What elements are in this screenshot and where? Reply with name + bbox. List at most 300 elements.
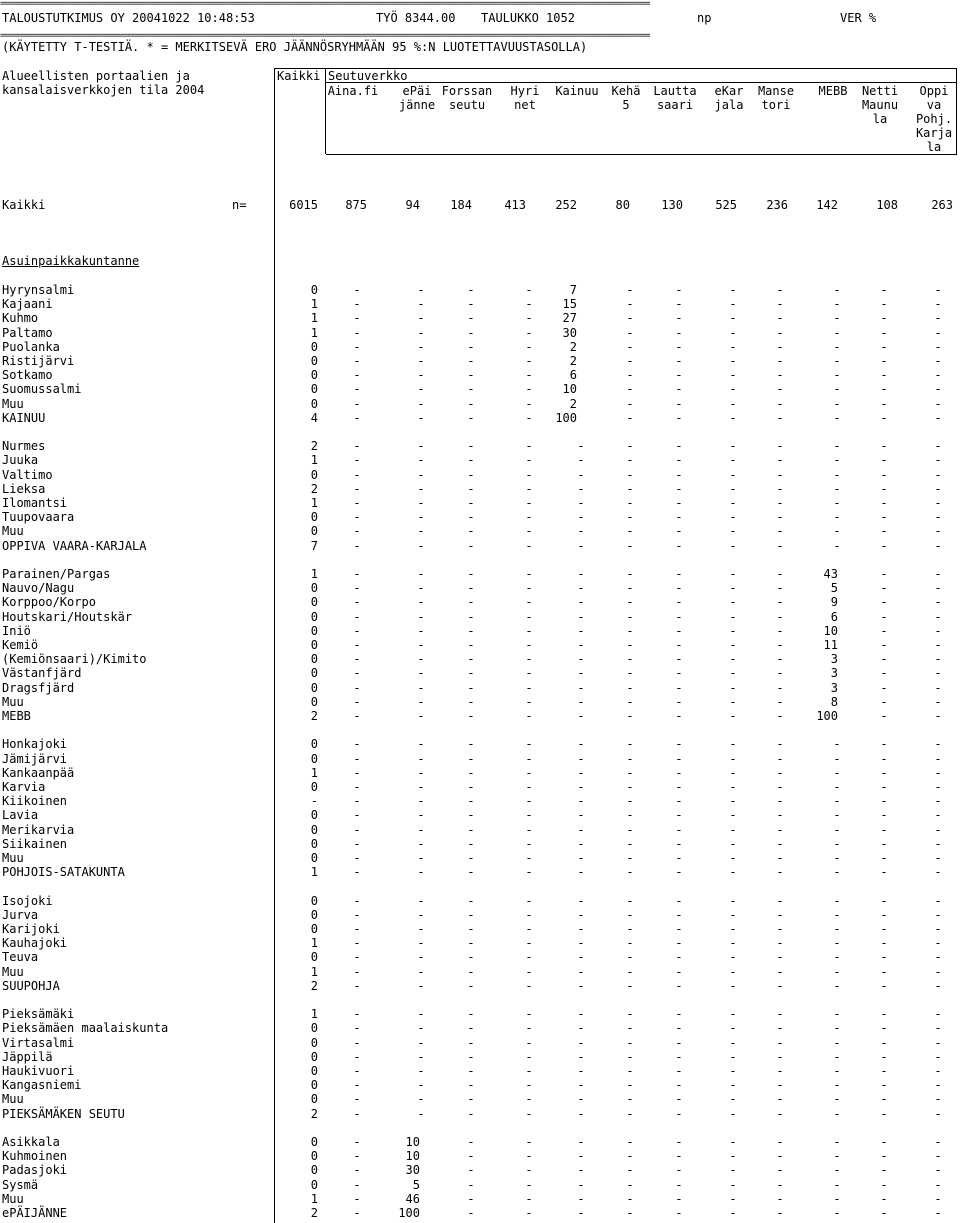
row-cell: - [675, 851, 683, 865]
row-cell: - [417, 978, 425, 993]
row-label: Kuhmoinen [2, 1149, 68, 1164]
row-cell: 6 [830, 609, 838, 624]
row-cell: - [577, 765, 585, 780]
row-cell: - [675, 1206, 683, 1220]
rule-top: =================================================================================================================================================== [0, 1, 650, 7]
row-cell: - [776, 694, 784, 709]
row-label: Sotkamo [2, 368, 53, 383]
row-cell: - [675, 1149, 683, 1164]
row-cell: - [776, 780, 784, 794]
row-cell: - [417, 836, 425, 851]
row-label: Muu [2, 396, 24, 411]
row-cell: - [417, 339, 425, 354]
row-label: Muu [2, 1092, 24, 1107]
row-label: Suomussalmi [2, 382, 82, 397]
row-cell: - [467, 368, 475, 383]
row-cell: - [934, 836, 942, 851]
row-cell: - [880, 283, 888, 297]
row-cell: - [417, 1106, 425, 1121]
row-cell: - [934, 638, 942, 652]
row-cell: - [467, 680, 475, 695]
row-cell: - [353, 1007, 361, 1022]
row-cell: - [353, 1177, 361, 1192]
row-cell: - [353, 964, 361, 979]
row-cell: - [934, 1035, 942, 1050]
row-cell: - [934, 765, 942, 780]
column-header-5: Kehä [611, 84, 641, 98]
row-cell: - [525, 297, 533, 312]
row-cell: - [880, 311, 888, 326]
row-cell: 10 [405, 1149, 420, 1164]
row-cell: - [525, 794, 533, 809]
row-cell: - [675, 794, 683, 809]
row-cell: - [776, 368, 784, 383]
row-cell: - [880, 1135, 888, 1149]
row-label: Muu [2, 851, 24, 865]
row-cell: - [417, 865, 425, 880]
row-cell: - [353, 1064, 361, 1078]
row-cell: - [525, 1035, 533, 1050]
row-cell: - [467, 1206, 475, 1220]
row-cell: - [776, 765, 784, 780]
row-cell: - [675, 822, 683, 837]
row-cell: - [833, 467, 841, 482]
row-cell: - [729, 368, 737, 383]
row-cell: - [626, 496, 634, 510]
row-cell: - [417, 467, 425, 482]
row-cell: - [525, 737, 533, 752]
row-cell: - [729, 666, 737, 681]
total-row-label: Kaikki [2, 198, 46, 212]
row-cell: - [776, 1106, 784, 1121]
total-cell: 525 [715, 198, 737, 212]
row-cell: - [626, 1007, 634, 1022]
row-cell: - [934, 652, 942, 667]
row-cell: - [467, 1163, 475, 1178]
row-cell: - [880, 524, 888, 539]
row-cell: - [353, 851, 361, 865]
row-cell: - [525, 1206, 533, 1220]
row-cell: - [353, 410, 361, 425]
row-cell: 9 [830, 595, 838, 610]
row-cell: - [417, 893, 425, 908]
row-cell: - [880, 382, 888, 397]
table-title-line: Alueellisten portaalien ja [2, 69, 190, 83]
row-cell: - [776, 623, 784, 638]
row-cell: - [577, 1206, 585, 1220]
row-cell: - [353, 297, 361, 312]
row-cell: - [934, 822, 942, 837]
row-cell: - [729, 297, 737, 312]
row-cell: - [934, 623, 942, 638]
row-cell: - [577, 1021, 585, 1036]
row-cell: - [353, 1135, 361, 1149]
row-cell: - [729, 567, 737, 581]
row-label: Kemiö [2, 638, 39, 652]
row-cell: - [467, 1191, 475, 1206]
row-cell: - [525, 808, 533, 823]
row-cell: - [833, 1078, 841, 1093]
row-cell: - [417, 694, 425, 709]
rule-mid: =================================================================================================================================================== [0, 33, 650, 39]
row-cell: - [776, 510, 784, 525]
row-cell: - [833, 893, 841, 908]
row-cell: - [353, 382, 361, 397]
row-cell: - [729, 311, 737, 326]
row-cell: - [934, 1206, 942, 1220]
row-kaikki: 0 [310, 950, 318, 965]
row-cell: - [776, 666, 784, 681]
row-cell: - [525, 907, 533, 922]
row-label: POHJOIS-SATAKUNTA [2, 865, 125, 880]
row-label: Teuva [2, 950, 39, 965]
row-cell: - [626, 794, 634, 809]
row-cell: - [353, 325, 361, 340]
row-cell: - [417, 822, 425, 837]
row-cell: - [353, 467, 361, 482]
row-kaikki: 0 [310, 694, 318, 709]
row-kaikki: 1 [310, 297, 318, 312]
row-cell: - [467, 666, 475, 681]
row-kaikki: 0 [310, 609, 318, 624]
row-label: Karvia [2, 780, 46, 794]
row-cell: - [626, 524, 634, 539]
row-cell: - [626, 851, 634, 865]
row-cell: - [833, 325, 841, 340]
row-cell: - [577, 694, 585, 709]
row-cell: - [833, 1149, 841, 1164]
row-cell: - [934, 950, 942, 965]
row-cell: - [675, 1135, 683, 1149]
row-cell: - [880, 1206, 888, 1220]
row-cell: - [880, 765, 888, 780]
row-cell: - [525, 638, 533, 652]
row-cell: - [525, 325, 533, 340]
row-cell: - [729, 1007, 737, 1022]
column-header-6: saari [656, 98, 694, 112]
row-kaikki: 0 [310, 1078, 318, 1093]
row-cell: - [880, 609, 888, 624]
row-cell: - [729, 1191, 737, 1206]
row-cell: - [467, 922, 475, 936]
row-cell: - [467, 496, 475, 510]
row-cell: - [729, 1092, 737, 1107]
row-kaikki: 0 [310, 396, 318, 411]
row-cell: - [353, 666, 361, 681]
row-cell: - [467, 1064, 475, 1078]
row-cell: - [729, 623, 737, 638]
row-cell: - [577, 865, 585, 880]
row-cell: - [467, 297, 475, 312]
row-kaikki: 1 [310, 936, 318, 951]
row-label: Valtimo [2, 467, 53, 482]
row-cell: - [880, 780, 888, 794]
row-cell: - [729, 709, 737, 723]
row-cell: - [729, 822, 737, 837]
row-cell: - [776, 1092, 784, 1107]
row-cell: - [353, 652, 361, 667]
row-cell: - [729, 737, 737, 752]
row-cell: - [626, 1135, 634, 1149]
row-cell: - [675, 666, 683, 681]
row-cell: - [467, 1149, 475, 1164]
row-cell: - [467, 936, 475, 951]
row-label: Pieksämäki [2, 1007, 75, 1022]
column-header-1: ePäi [402, 84, 432, 98]
row-cell: - [525, 1135, 533, 1149]
row-cell: - [833, 283, 841, 297]
row-cell: - [729, 339, 737, 354]
row-label: Lavia [2, 808, 39, 823]
row-cell: - [525, 936, 533, 951]
row-cell: - [417, 368, 425, 383]
row-cell: - [880, 893, 888, 908]
row-cell: - [626, 1206, 634, 1220]
row-label: SUUPOHJA [2, 978, 60, 993]
row-cell: - [353, 737, 361, 752]
row-cell: - [577, 595, 585, 610]
row-cell: - [626, 680, 634, 695]
row-cell: - [729, 354, 737, 368]
row-cell: - [776, 581, 784, 596]
row-cell: - [353, 893, 361, 908]
row-cell: - [626, 623, 634, 638]
row-cell: - [417, 382, 425, 397]
row-kaikki: 2 [310, 1106, 318, 1121]
row-cell: - [525, 694, 533, 709]
row-cell: - [880, 1064, 888, 1078]
row-cell: - [417, 751, 425, 766]
column-header-11: Pohj. [915, 112, 953, 126]
row-cell: - [776, 453, 784, 468]
row-cell: - [833, 510, 841, 525]
row-cell: - [525, 524, 533, 539]
row-cell: 100 [398, 1206, 420, 1220]
row-kaikki: 0 [310, 652, 318, 667]
row-cell: - [675, 354, 683, 368]
row-cell: - [934, 283, 942, 297]
row-cell: - [934, 780, 942, 794]
row-cell: - [577, 1149, 585, 1164]
column-header-11: va [926, 98, 942, 112]
row-cell: - [626, 1177, 634, 1192]
row-cell: - [577, 538, 585, 553]
row-cell: - [626, 1035, 634, 1050]
seutu-rule [326, 82, 957, 83]
row-cell: - [525, 283, 533, 297]
row-cell: - [675, 709, 683, 723]
row-cell: 10 [823, 623, 838, 638]
row-cell: - [525, 396, 533, 411]
row-cell: - [577, 1163, 585, 1178]
row-cell: - [417, 1092, 425, 1107]
test-note: (KÄYTETTY T-TESTIÄ. * = MERKITSEVÄ ERO JÄÄNNÖSRYHMÄÄN 95 %:N LUOTETTAVUUSTASOLLA) [2, 40, 588, 54]
row-cell: - [467, 822, 475, 837]
row-cell: - [467, 311, 475, 326]
row-cell: - [626, 467, 634, 482]
row-cell: - [577, 950, 585, 965]
row-cell: - [934, 1049, 942, 1064]
row-cell: - [626, 978, 634, 993]
row-cell: 2 [569, 396, 577, 411]
row-kaikki: 1 [310, 1191, 318, 1206]
row-cell: - [934, 339, 942, 354]
row-cell: - [934, 1149, 942, 1164]
row-cell: - [675, 396, 683, 411]
row-cell: - [934, 978, 942, 993]
row-cell: - [577, 496, 585, 510]
row-cell: - [776, 609, 784, 624]
row-label: Juuka [2, 453, 39, 468]
row-cell: - [880, 638, 888, 652]
row-cell: - [934, 453, 942, 468]
row-cell: - [467, 794, 475, 809]
row-cell: - [467, 325, 475, 340]
row-cell: - [729, 1078, 737, 1093]
row-cell: - [934, 496, 942, 510]
row-cell: - [729, 1206, 737, 1220]
row-label: Jäppilä [2, 1049, 53, 1064]
column-header-3: Hyri [510, 84, 540, 98]
row-cell: - [626, 1191, 634, 1206]
row-cell: - [417, 311, 425, 326]
row-cell: - [934, 1092, 942, 1107]
row-cell: - [626, 652, 634, 667]
row-cell: - [880, 623, 888, 638]
row-cell: - [833, 1135, 841, 1149]
row-cell: - [525, 481, 533, 496]
column-header-10: Netti [861, 84, 899, 98]
row-cell: - [525, 922, 533, 936]
row-label: Isojoki [2, 893, 53, 908]
row-label: Lieksa [2, 481, 46, 496]
row-kaikki: 0 [310, 666, 318, 681]
row-kaikki: 0 [310, 1049, 318, 1064]
row-cell: - [880, 368, 888, 383]
row-kaikki: 0 [310, 737, 318, 752]
row-cell: - [417, 765, 425, 780]
row-cell: - [833, 808, 841, 823]
row-cell: - [353, 822, 361, 837]
row-cell: - [776, 950, 784, 965]
row-cell: - [880, 510, 888, 525]
row-cell: - [467, 510, 475, 525]
row-cell: - [353, 1149, 361, 1164]
row-cell: - [934, 851, 942, 865]
row-cell: - [776, 354, 784, 368]
row-cell: - [467, 538, 475, 553]
row-cell: - [934, 567, 942, 581]
row-kaikki: 0 [310, 751, 318, 766]
row-kaikki: 0 [310, 1135, 318, 1149]
row-cell: - [525, 765, 533, 780]
row-cell: - [880, 1149, 888, 1164]
row-cell: - [525, 496, 533, 510]
row-cell: - [833, 922, 841, 936]
row-kaikki: 2 [310, 481, 318, 496]
row-cell: - [467, 396, 475, 411]
row-cell: - [776, 481, 784, 496]
row-label: Merikarvia [2, 822, 75, 837]
row-label: Muu [2, 694, 24, 709]
row-cell: - [880, 325, 888, 340]
row-cell: - [880, 1191, 888, 1206]
row-cell: - [467, 652, 475, 667]
row-cell: - [729, 751, 737, 766]
row-cell: - [577, 680, 585, 695]
row-cell: - [880, 1106, 888, 1121]
row-cell: - [880, 1035, 888, 1050]
column-header-8: Manse [757, 84, 795, 98]
row-cell: - [934, 936, 942, 951]
row-label: ePÄIJÄNNE [2, 1206, 68, 1220]
row-cell: - [776, 709, 784, 723]
row-cell: - [626, 481, 634, 496]
total-kaikki: 6015 [289, 198, 318, 212]
row-cell: - [729, 510, 737, 525]
row-cell: - [729, 1035, 737, 1050]
row-cell: - [934, 439, 942, 454]
row-cell: - [577, 439, 585, 454]
row-kaikki: 2 [310, 439, 318, 454]
row-cell: - [880, 978, 888, 993]
row-label: PIEKSÄMÄKEN SEUTU [2, 1106, 125, 1121]
row-cell: - [626, 410, 634, 425]
row-cell: - [417, 666, 425, 681]
row-cell: - [880, 1163, 888, 1178]
row-cell: 2 [569, 354, 577, 368]
row-cell: - [353, 907, 361, 922]
row-cell: - [525, 1007, 533, 1022]
row-cell: - [833, 382, 841, 397]
row-cell: - [467, 581, 475, 596]
row-cell: - [776, 439, 784, 454]
row-cell: - [934, 1135, 942, 1149]
row-cell: - [626, 609, 634, 624]
row-cell: - [776, 893, 784, 908]
row-cell: - [729, 396, 737, 411]
row-cell: - [729, 453, 737, 468]
row-cell: - [934, 538, 942, 553]
row-label: Padasjoki [2, 1163, 68, 1178]
row-cell: - [880, 410, 888, 425]
row-cell: - [353, 680, 361, 695]
row-cell: - [417, 325, 425, 340]
row-cell: - [776, 1007, 784, 1022]
column-header-11: Oppi [919, 84, 949, 98]
row-cell: - [833, 794, 841, 809]
row-cell: - [675, 1163, 683, 1178]
row-kaikki: 0 [310, 595, 318, 610]
row-cell: 15 [562, 297, 577, 312]
row-cell: - [934, 1007, 942, 1022]
row-cell: - [525, 652, 533, 667]
row-cell: - [626, 325, 634, 340]
row-cell: - [417, 780, 425, 794]
row-cell: - [467, 950, 475, 965]
row-kaikki: 1 [310, 453, 318, 468]
row-label: Asikkala [2, 1135, 60, 1149]
row-cell: - [626, 638, 634, 652]
row-cell: - [833, 780, 841, 794]
row-cell: - [934, 1191, 942, 1206]
row-cell: - [776, 851, 784, 865]
row-cell: - [525, 836, 533, 851]
row-cell: - [417, 510, 425, 525]
row-cell: - [353, 595, 361, 610]
row-cell: - [880, 538, 888, 553]
row-cell: - [675, 1078, 683, 1093]
